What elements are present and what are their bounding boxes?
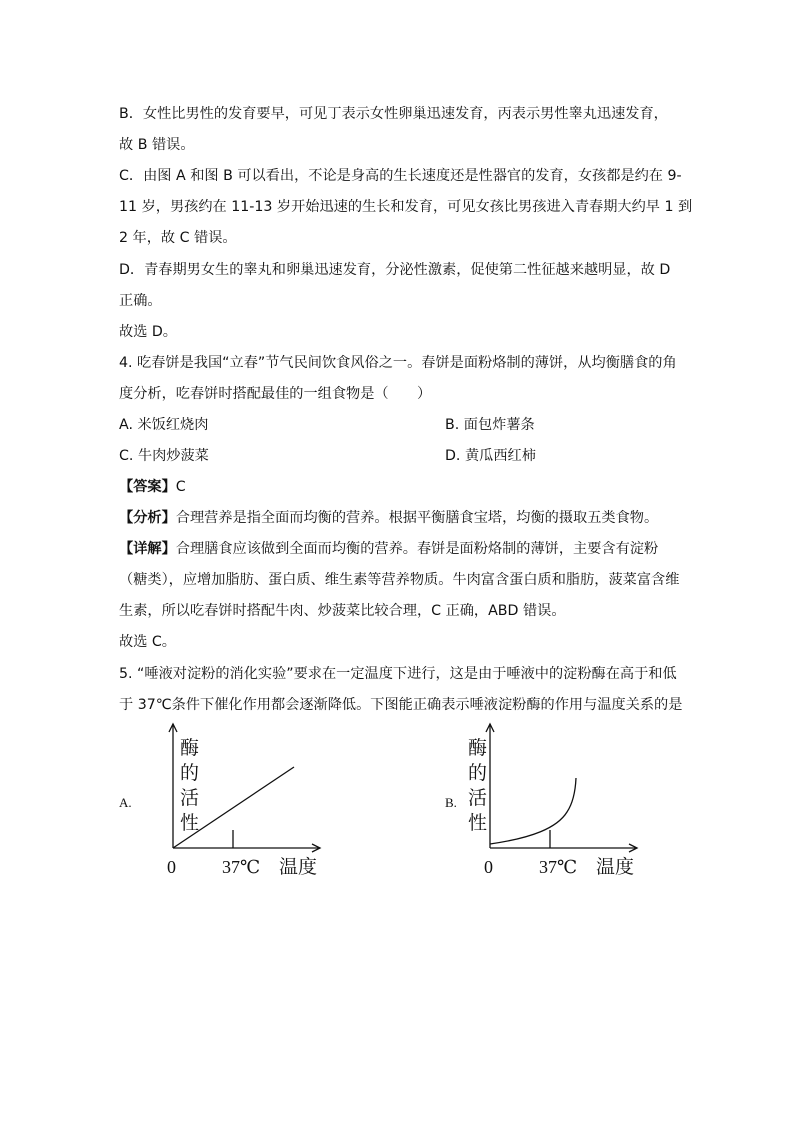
detail-row-2: （糖类），应增加脂肪、蛋白质、维生素等营养物质。牛肉富含蛋白质和脂肪，菠菜富含维: [119, 572, 680, 588]
graph-b-ylabel-1: 酶: [468, 737, 488, 759]
graph-b-ylabel-4: 性: [468, 812, 488, 834]
detail-text-1: 合理膳食应该做到全面而均衡的营养。春饼是面粉烙制的薄饼，主要含有淀粉: [175, 541, 659, 557]
detail-row-3: 生素，所以吃春饼时搭配牛肉、炒菠菜比较合理，C 正确，ABD 错误。: [119, 603, 566, 619]
graph-b-label: B.: [445, 795, 457, 810]
graph-a: [160, 720, 330, 885]
analysis-text: 合理营养是指全面而均衡的营养。根据平衡膳食宝塔，均衡的摄取五类食物。: [175, 510, 659, 526]
analysis-tag: 【分析】: [119, 510, 176, 526]
q4-option-a: A. 米饭红烧肉: [119, 417, 209, 433]
question-5-stem-1: 5. “唾液对淀粉的消化实验”要求在一定温度下进行，这是由于唾液中的淀粉酶在高于和低: [119, 666, 677, 682]
option-c-explanation-1: C．由图 A 和图 B 可以看出，不论是身高的生长速度还是性器官的发育，女孩都是约在 9-: [119, 168, 682, 184]
graph-a-xlabel: 温度: [279, 856, 318, 878]
question-5-stem-2: 于 37℃条件下催化作用都会逐渐降低。下图能正确表示唾液淀粉酶的作用与温度关系的是: [119, 697, 683, 713]
question-4-stem-1: 4. 吃春饼是我国“立春”节气民间饮食风俗之一。春饼是面粉烙制的薄饼，从均衡膳食的角: [119, 355, 677, 371]
q4-option-b: B. 面包炸薯条: [445, 417, 535, 433]
graph-a-ylabel-3: 活: [180, 787, 200, 809]
option-d-explanation-2: 正确。: [119, 293, 162, 309]
graph-b-ylabel-2: 的: [468, 762, 488, 784]
answer-value: C: [175, 479, 186, 495]
selection-q4: 故选 C。: [119, 634, 176, 650]
graph-b-tick-label: 37℃: [539, 857, 578, 877]
graph-b-origin: 0: [484, 857, 493, 877]
graph-a-origin: 0: [167, 857, 176, 877]
graph-a-ylabel-4: 性: [180, 812, 200, 834]
option-d-explanation-1: D．青春期男女生的睾丸和卵巢迅速发育，分泌性激素，促使第二性征越来越明显，故 D: [119, 262, 671, 278]
graph-a-label: A.: [119, 795, 132, 810]
option-b-explanation-1: B．女性比男性的发育要早，可见丁表示女性卵巢迅速发育，丙表示男性睾丸迅速发育，: [119, 106, 668, 122]
graph-b-xlabel: 温度: [596, 856, 635, 878]
option-c-explanation-2: 11 岁，男孩约在 11-13 岁开始迅速的生长和发育，可见女孩比男孩进入青春期大约早 1 到: [119, 199, 693, 215]
graph-b-curve: [490, 778, 576, 844]
answer-row: [119, 477, 186, 497]
q4-option-c: C. 牛肉炒菠菜: [119, 448, 209, 464]
analysis-row: [119, 508, 658, 528]
graph-a-tick-label: 37℃: [222, 857, 261, 877]
question-4-stem-2: 度分析，吃春饼时搭配最佳的一组食物是（ ）: [119, 386, 432, 402]
graph-a-ylabel-2: 的: [180, 762, 200, 784]
detail-row-1: [119, 539, 658, 559]
graph-b: [468, 720, 647, 885]
graph-b-ylabel-3: 活: [468, 787, 488, 809]
q4-option-d: D. 黄瓜西红柿: [445, 448, 536, 464]
selection-q3: 故选 D。: [119, 324, 177, 340]
graph-b-axes: [486, 724, 637, 852]
answer-tag: 【答案】: [119, 479, 176, 495]
option-c-explanation-3: 2 年，故 C 错误。: [119, 230, 237, 246]
graph-a-ylabel-1: 酶: [180, 737, 200, 759]
option-b-explanation-2: 故 B 错误。: [119, 137, 195, 153]
detail-tag: 【详解】: [119, 541, 176, 557]
